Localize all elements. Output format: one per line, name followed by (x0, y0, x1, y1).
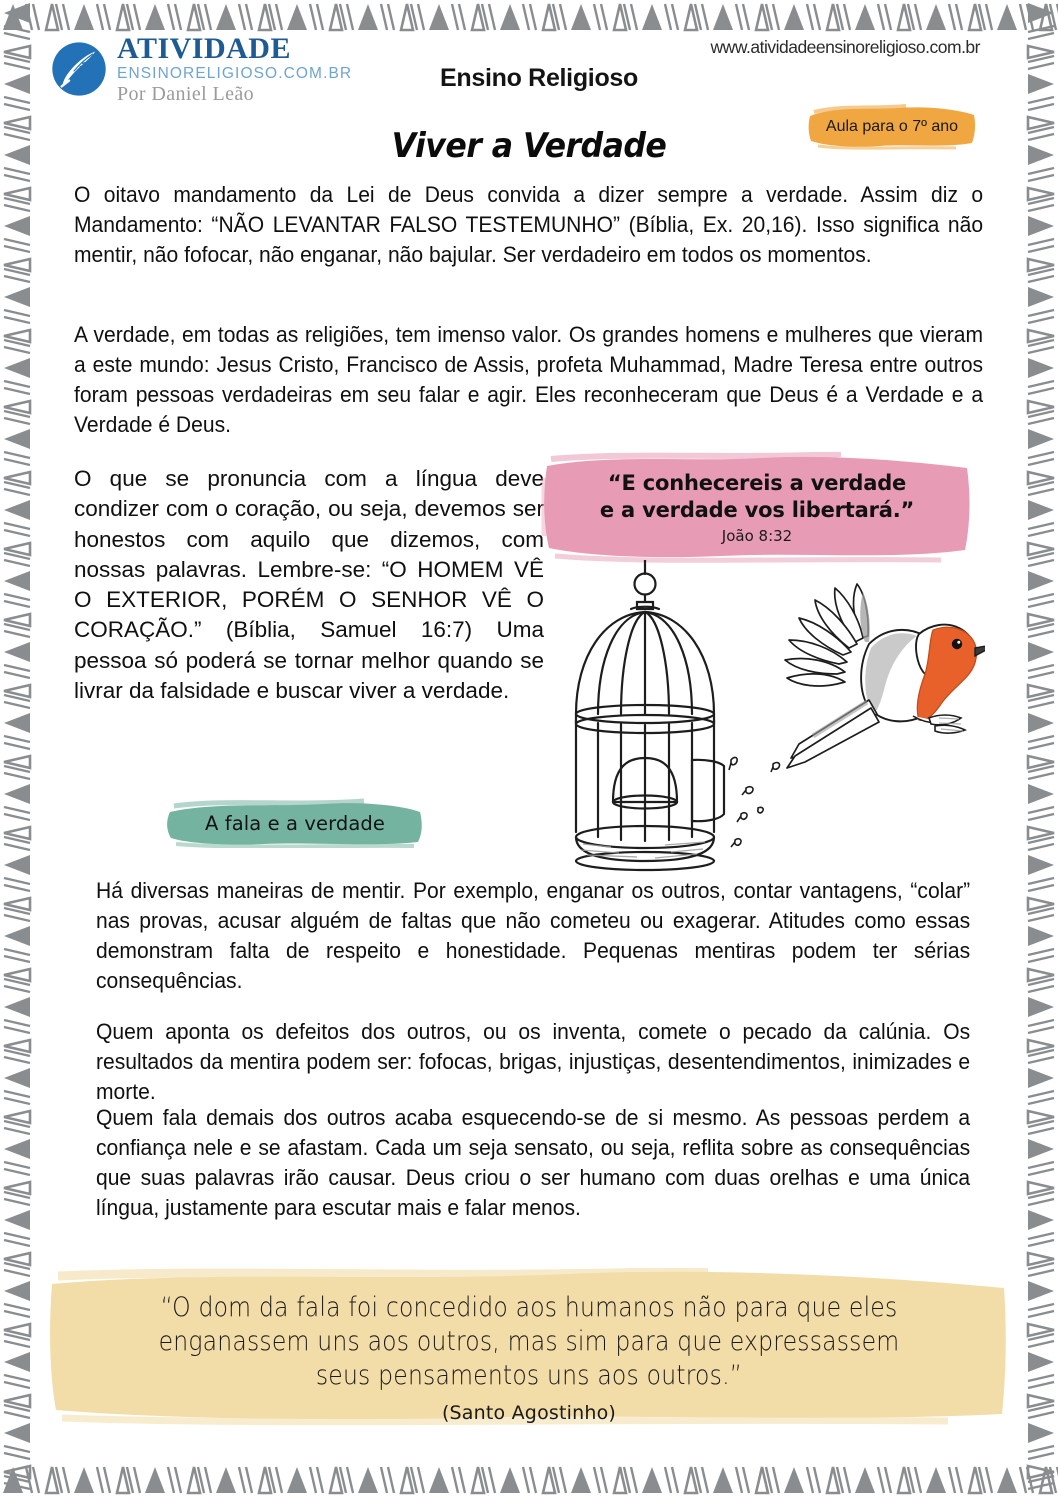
scripture-line-1: “E conhecereis a verdade (607, 471, 907, 495)
section-label-text: A fala e a verdade (205, 811, 385, 835)
paragraph-1: O oitavo mandamento da Lei de Deus convida a dizer sempre a verdade. Assim diz o Mandamento: “NÃO LEVANTAR FALSO TESTEMUNHO” (Bíblia, Ex. 20,16). Isso significa não mentir, não fofocar, não enganar, não bajular. Ser verdadeiro em todos os momentos. (74, 182, 984, 267)
tribal-border-right-icon (1024, 0, 1058, 1497)
grade-badge-label: Aula para o 7º ano (825, 117, 959, 135)
feather-circle-icon (50, 40, 108, 98)
subject-title: Ensino Religioso (440, 64, 638, 92)
paragraph-4: Há diversas maneiras de mentir. Por exemplo, enganar os outros, contar vantagens, “colar” nas provas, acusar alguém de faltas que não cometeu ou exagerar. Atitudes como essas demonstram falta de respeito e honestidade. Pequenas mentiras podem ter sérias consequências. (96, 878, 971, 993)
paragraph-5: Quem aponta os defeitos dos outros, ou os inventa, comete o pecado da calúnia. Os resultados da mentira podem ser: fofocas, brigas, injustiças, desentendimentos, inimizades e morte. (96, 1019, 971, 1104)
tribal-border-top-icon (0, 0, 1058, 34)
paragraph-6: Quem fala demais dos outros acaba esquecendo-se de si mesmo. As pessoas perdem a confiança nele e se afastam. Cada um seja sensato, ou seja, reflita sobre as consequências que suas palavras irão causar. Deus criou o ser humano com duas orelhas e uma única língua, justamente para escutar mais e falar menos. (96, 1105, 971, 1220)
scripture-reference: João 8:32 (721, 526, 793, 545)
site-url: www.atividadeensinoreligioso.com.br (710, 37, 980, 57)
scripture-line-2: e a verdade vos libertará.” (599, 497, 915, 522)
tribal-border-bottom-icon (0, 1463, 1058, 1497)
site-logo[interactable] (50, 34, 352, 104)
quote-line-2: enganassem uns aos outros, mas sim para que expressassem (158, 1325, 900, 1357)
quote-line-3: seus pensamentos uns aos outros.” (315, 1359, 743, 1391)
quote-line-1: “O dom da fala foi concedido aos humanos não para que eles (160, 1291, 898, 1323)
tribal-border-left-icon (0, 0, 34, 1497)
logo-subtitle: ENSINORELIGIOSO.COM.BR (117, 65, 353, 82)
logo-author: Por Daniel Leão (117, 82, 255, 105)
quote-author: (Santo Agostinho) (441, 1402, 617, 1425)
scripture-banner (541, 452, 973, 564)
paragraph-3: O que se pronuncia com a língua deve condizer com o coração, ou seja, devemos ser honestos com aquilo que dizemos, com nossas palavras. Lembre-se: “O HOMEM VÊ O EXTERIOR, PORÉM O SENHOR VÊ O CORAÇÃO.” (Bíblia, Samuel 16:7) Uma pessoa só poderá se tornar melhor quando se livrar da falsidade e buscar viver a verdade. (74, 466, 544, 703)
birdcage-open-with-flying-robin-icon (545, 560, 985, 880)
paragraph-2: A verdade, em todas as religiões, tem imenso valor. Os grandes homens e mulheres que vieram a este mundo: Jesus Cristo, Francisco de Assis, profeta Muhammad, Madre Teresa entre outros foram pessoas verdadeiras em seu falar e agir. Eles reconheceram que Deus é a Verdade e a Verdade é Deus. (74, 322, 984, 437)
birdcage-illustration (545, 560, 985, 880)
closing-quote-box (48, 1268, 1010, 1426)
logo-title: ATIVIDADE (117, 32, 291, 65)
page-title: Viver a Verdade (391, 126, 667, 166)
section-label (164, 798, 426, 848)
